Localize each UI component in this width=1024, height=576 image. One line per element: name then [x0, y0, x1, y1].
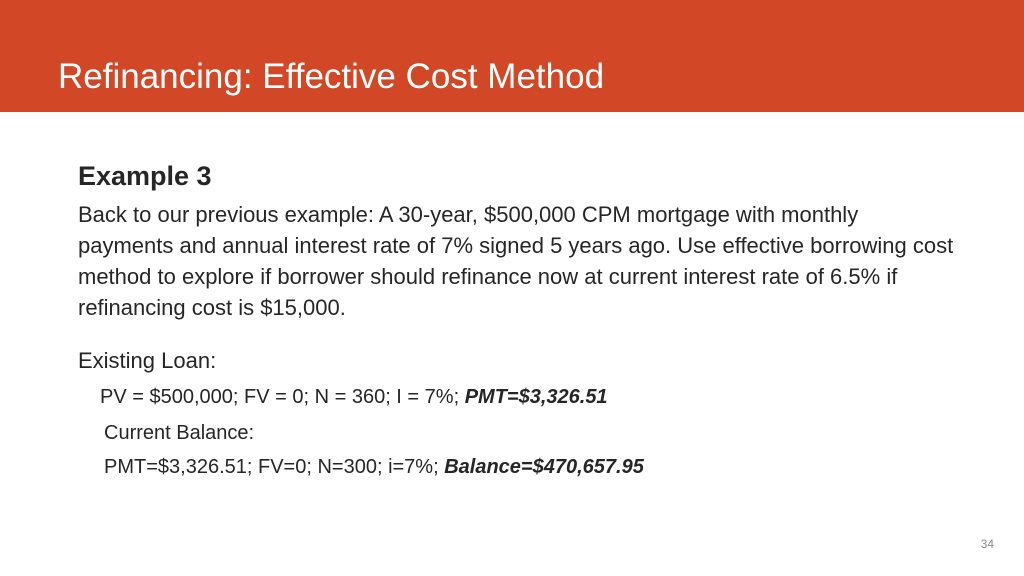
slide-number: 34 — [980, 537, 994, 551]
current-balance-label: Current Balance: — [104, 422, 255, 444]
existing-loan-label: Existing Loan: — [78, 348, 217, 373]
example-heading: Example 3 — [78, 161, 212, 191]
current-balance-calculation — [104, 454, 958, 480]
slide-title: Refinancing: Effective Cost Method — [58, 57, 605, 96]
example-description: Back to our previous example: A 30-year, $500,000 CPM mortgage with monthly payments and annual interest rate of 7% signed 5 years ago. Use effective borrowing cost method to explore if borrower should refinance now at current interest rate of 6.5% if refinancing cost is $15,000. — [78, 202, 954, 320]
existing-loan-inputs: PV = $500,000; FV = 0; N = 360; I = 7%; — [100, 386, 465, 408]
balance-inputs: PMT=$3,326.51; FV=0; N=300; i=7%; — [104, 456, 445, 478]
balance-result: Balance=$470,657.95 — [444, 456, 644, 478]
pmt-result: PMT=$3,326.51 — [464, 386, 608, 408]
existing-loan-calculation — [100, 384, 958, 410]
slide-content — [78, 158, 958, 480]
